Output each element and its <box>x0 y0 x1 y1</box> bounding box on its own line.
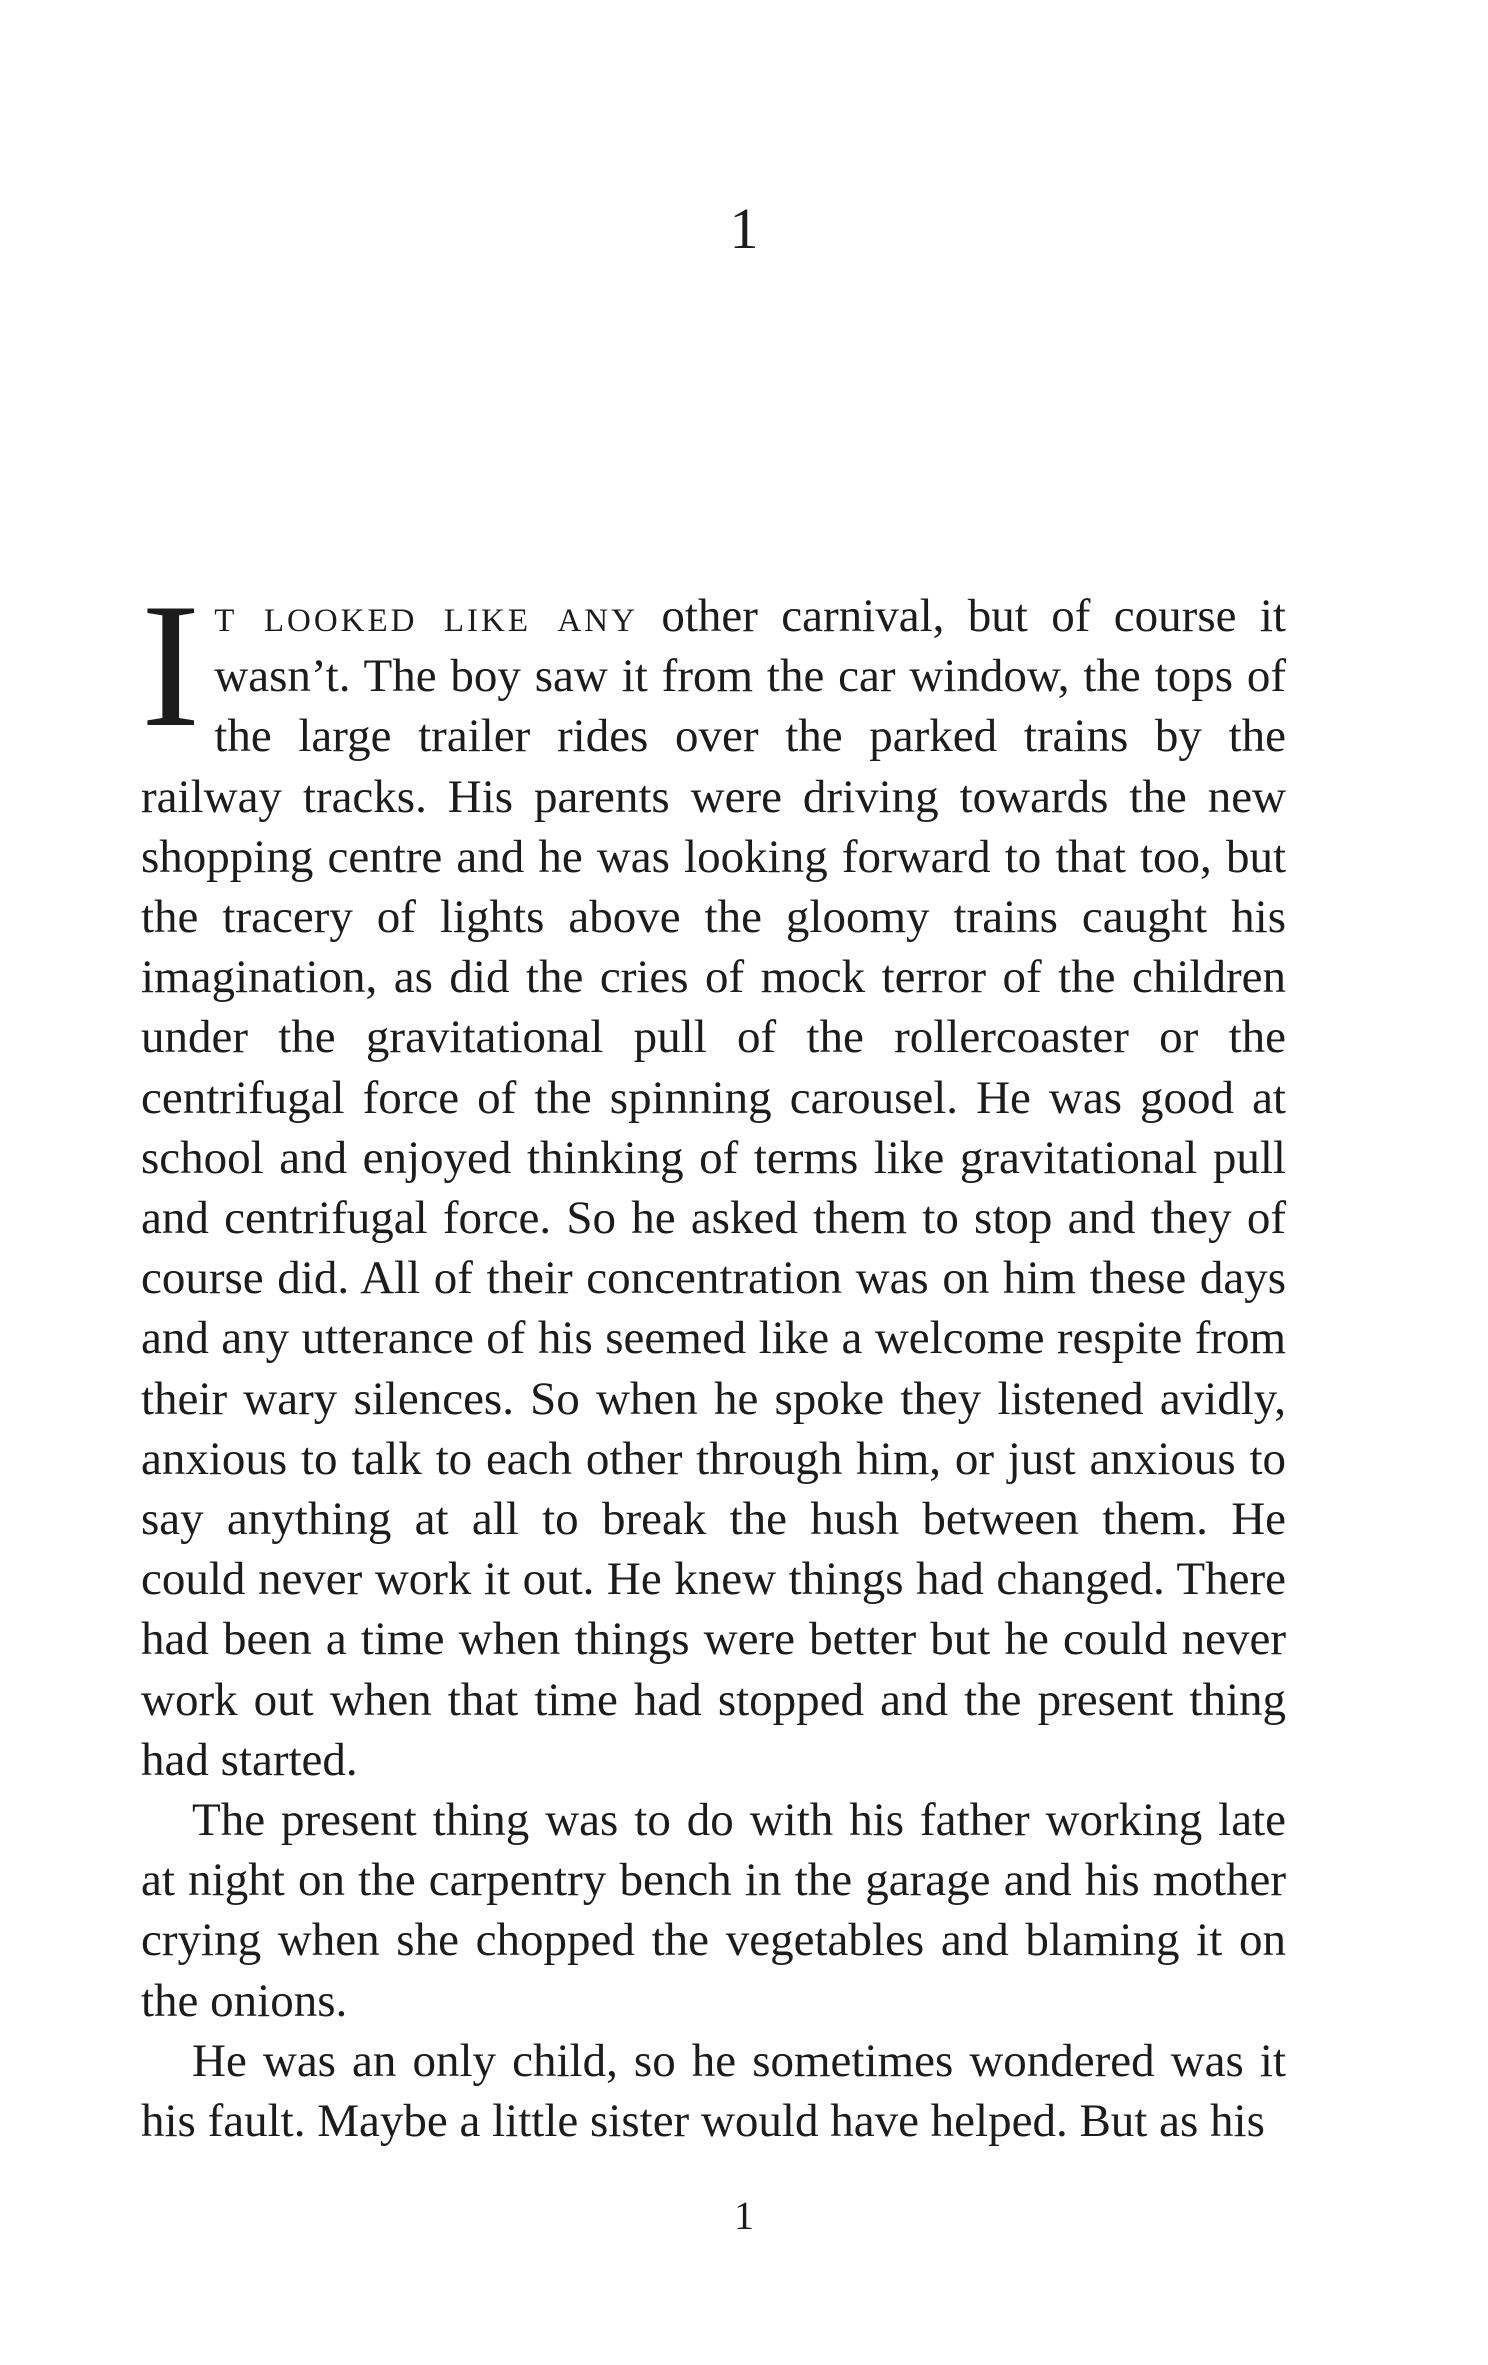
paragraph-3: He was an only child, so he sometimes wondered was it his fault. Maybe a little sister would have helped. But as his <box>141 2034 1286 2148</box>
opening-paragraph-text: other carnival, but of course it wasn’t. The boy saw it from the car window, the tops of the large trailer rides over the parked trains by the railway tracks. His parents were driving towards the new shopping centre and he was looking forward to that too, but the tracery of lights above the gloomy trains caught his imagination, as did the cries of mock terror of the children under the gravitational pull of the rollercoaster or the centrifugal force of the spinning carousel. He was good at school and enjoyed thinking of terms like gravitational pull and centrifugal force. So he asked them to stop and they of course did. All of their concentration was on him these days and any utterance of his seemed like a welcome respite from their wary silences. So when he spoke they listened avidly, anxious to talk to each other through him, or just anxious to say anything at all to break the hush between them. He could never work it out. He knew things had changed. There had been a time when things were better but he could never work out when that time had stopped and the present thing had started. <box>141 590 1286 1786</box>
page-number: 1 <box>734 2193 754 2238</box>
paragraph-2: The present thing was to do with his father working late at night on the carpentry bench in the garage and his mother crying when she chopped the vegetables and blaming it on the onions. <box>141 1794 1286 2027</box>
small-caps-lead: t looked like any <box>214 590 638 642</box>
chapter-number: 1 <box>729 196 759 261</box>
opening-paragraph <box>141 566 1286 1790</box>
drop-cap: I <box>141 566 201 764</box>
body-text <box>141 566 1286 2151</box>
